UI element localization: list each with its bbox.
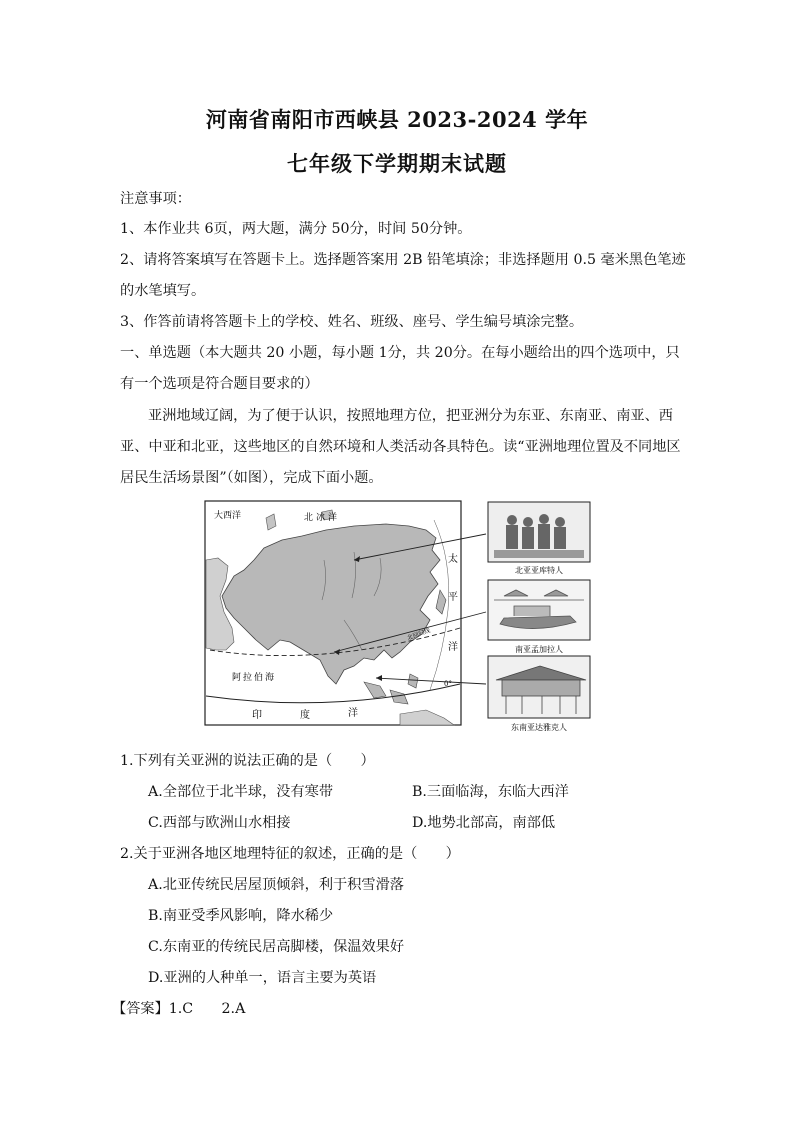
label-arabian-sea: 阿拉伯海 xyxy=(232,673,277,683)
page-title-line1: 河南省南阳市西峡县 2023-2024 学年 xyxy=(205,107,589,132)
notice-item-2a: 2、请将答案填写在答题卡上。选择题答案用 2B 铅笔填涂；非选择题用 0.5 毫米黑色笔迹 xyxy=(120,252,686,268)
label-indian-1: 印 xyxy=(252,710,262,721)
q1-option-c[interactable]: C.西部与欧洲山水相接 xyxy=(148,815,291,831)
q2-option-a[interactable]: A.北亚传统民居屋顶倾斜，利于积雪滑落 xyxy=(148,877,404,893)
section-heading-a: 一、单选题（本大题共 20 小题，每小题 1分，共 20分。在每小题给出的四个选项中，只 xyxy=(120,345,680,361)
passage-line-b: 亚、中亚和北亚，这些地区的自然环境和人类活动各具特色。读“亚洲地理位置及不同地区 xyxy=(120,439,681,455)
notice-heading: 注意事项： xyxy=(120,191,191,207)
q2-option-b[interactable]: B.南亚受季风影响，降水稀少 xyxy=(148,908,334,924)
section-heading-b: 有一个选项是符合题目要求的） xyxy=(120,376,319,392)
notice-item-2b: 的水笔填写。 xyxy=(120,283,206,299)
label-pacific-2: 平 xyxy=(448,592,458,603)
passage-line-a: 亚洲地域辽阔，为了便于认识，按照地理方位，把亚洲分为东亚、东南亚、南亚、西 xyxy=(148,408,673,424)
label-pacific-1: 太 xyxy=(448,554,458,565)
label-tropic: 北回归线 xyxy=(406,627,432,642)
q2-stem: 2.关于亚洲各地区地理特征的叙述，正确的是（ ） xyxy=(120,846,460,862)
q1-option-d[interactable]: D.地势北部高，南部低 xyxy=(412,815,556,831)
notice-item-1: 1、本作业共 6页，两大题，满分 50分，时间 50分钟。 xyxy=(120,221,472,237)
page-title-line2: 七年级下学期期末试题 xyxy=(287,151,507,176)
answer-value: 1.C 2.A xyxy=(168,1001,246,1017)
q1-option-a[interactable]: A.全部位于北半球，没有寒带 xyxy=(148,784,334,800)
caption-south-asia: 南亚孟加拉人 xyxy=(515,645,563,654)
q2-option-d[interactable]: D.亚洲的人种单一，语言主要为英语 xyxy=(148,970,377,986)
label-arctic: 北冰洋 xyxy=(304,513,341,523)
label-indian-2: 度 xyxy=(300,710,310,721)
asia-map-figure xyxy=(204,500,592,736)
q2-option-c[interactable]: C.东南亚的传统民居高脚楼，保温效果好 xyxy=(148,939,405,955)
label-equator: 0° xyxy=(444,680,452,688)
q1-option-b[interactable]: B.三面临海，东临大西洋 xyxy=(412,784,569,800)
answer-line xyxy=(112,998,245,1018)
notice-item-3: 3、作答前请将答题卡上的学校、姓名、班级、座号、学生编号填涂完整。 xyxy=(120,314,584,330)
answer-label: 【答案】 xyxy=(112,1001,169,1017)
passage-line-c: 居民生活场景图”（如图），完成下面小题。 xyxy=(120,470,383,486)
caption-north-asia: 北亚亚库特人 xyxy=(515,566,563,575)
label-indian-3: 洋 xyxy=(348,708,358,719)
caption-southeast-asia: 东南亚达雅克人 xyxy=(511,723,567,732)
label-atlantic: 大西洋 xyxy=(214,511,242,521)
label-pacific-3: 洋 xyxy=(448,642,458,653)
q1-stem: 1.下列有关亚洲的说法正确的是（ ） xyxy=(120,753,375,769)
